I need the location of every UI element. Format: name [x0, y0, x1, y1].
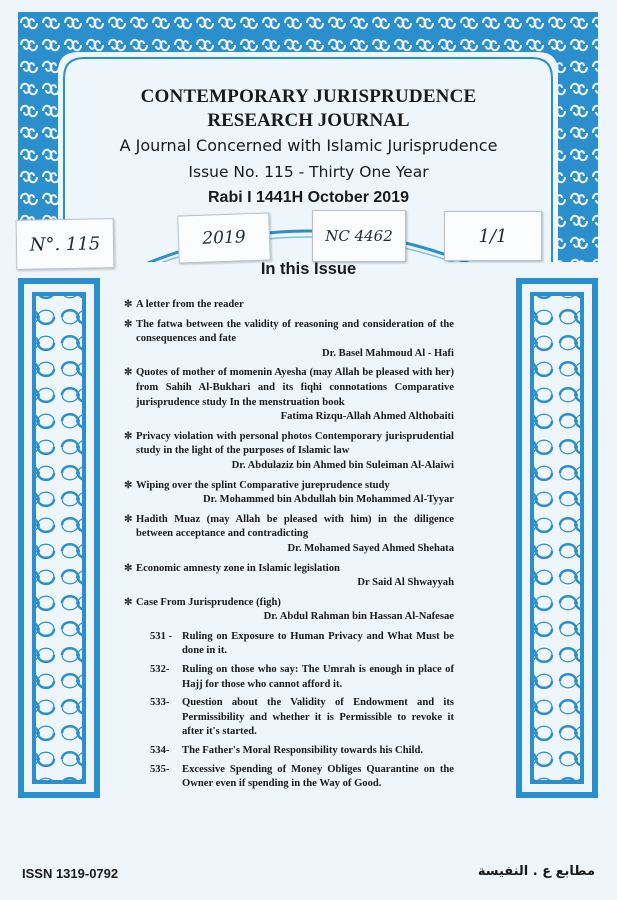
asterisk-icon: ✻	[124, 479, 133, 491]
case-number: 531 -	[150, 630, 173, 642]
case-number: 535-	[150, 763, 170, 775]
journal-subtitle: A Journal Concerned with Islamic Jurisprudence	[119, 136, 498, 155]
toc-entry	[124, 298, 454, 313]
case-item	[150, 763, 454, 792]
asterisk-icon: ✻	[124, 367, 133, 379]
issue-line: Issue No. 115 - Thirty One Year	[188, 163, 429, 181]
toc-author: Dr. Abdulaziz bin Ahmed bin Suleiman Al-Alaiwi	[231, 459, 454, 471]
asterisk-icon: ✻	[124, 299, 133, 310]
toc-author: Dr. Basel Mahmoud Al - Hafi	[321, 347, 454, 359]
toc-author: Dr. Abdul Rahman bin Hassan Al-Nafesae	[263, 611, 454, 623]
case-number: 533-	[150, 697, 170, 709]
case-text: The Father's Moral Responsibility towards his Child.	[182, 745, 424, 757]
toc-entry	[124, 318, 454, 362]
case-text: Excessive Spending of Money Obliges Quarantine on the Owner even if spending in the Way of Good.	[182, 763, 454, 790]
section-heading: In this Issue	[260, 260, 357, 278]
toc-author: Dr. Mohamed Sayed Ahmed Shehata	[287, 542, 454, 554]
toc-entry	[124, 513, 454, 557]
case-item	[150, 696, 454, 740]
journal-title-line2: RESEARCH JOURNAL	[207, 110, 410, 131]
toc-entry	[124, 562, 454, 591]
issue-number-label: N°. 115	[16, 218, 115, 270]
case-number: 532-	[150, 664, 170, 676]
toc-title: Hadith Muaz (may Allah be pleased with him) in the diligence between acceptance and contradicting	[136, 513, 454, 540]
toc-entry	[124, 430, 454, 474]
case-item	[150, 663, 454, 692]
catalog-label: NC 4462	[312, 210, 406, 262]
toc-title: Wiping over the splint Comparative jureprudence study	[136, 479, 390, 491]
toc-title: The fatwa between the validity of reasoning and consideration of the consequences and fate	[136, 318, 454, 345]
volume-label: 1/1	[444, 211, 542, 261]
toc-title: Economic amnesty zone in Islamic legislation	[136, 562, 340, 574]
case-item	[150, 630, 454, 659]
toc-title: A letter from the reader	[136, 299, 244, 310]
toc-entry	[124, 479, 454, 508]
toc-title: Privacy violation with personal photos Contemporary jurisprudential study in the light of the purposes of Islamic law	[136, 430, 454, 457]
case-text: Question about the Validity of Endowment and its Permissibility and whether it is Permissible to revoke it after it's started.	[182, 697, 454, 738]
toc-entry	[124, 596, 454, 625]
case-text: Ruling on Exposure to Human Privacy and What Must be done in it.	[182, 630, 454, 657]
toc-title: Case From Jurisprudence (figh)	[136, 596, 281, 608]
toc-author: Dr. Mohammed bin Abdullah bin Mohammed Al-Tyyar	[202, 494, 454, 506]
case-text: Ruling on those who say: The Umrah is enough in place of Hajj for those who cannot afford it.	[182, 664, 454, 690]
case-number: 534-	[150, 745, 170, 757]
asterisk-icon: ✻	[124, 430, 133, 442]
toc-title: Quotes of mother of momenin Ayesha (may Allah be pleased with her) from Sahih Al-Bukhari and its fiqhi connotations Comparative jurisprudence study In the menstruation book	[136, 367, 454, 408]
table-of-contents	[124, 298, 454, 796]
left-ornament-column	[18, 278, 100, 798]
year-label: 2019	[177, 212, 271, 263]
right-ornament-column	[516, 278, 598, 798]
issn: ISSN 1319-0792	[22, 866, 119, 881]
asterisk-icon: ✻	[124, 318, 133, 330]
asterisk-icon: ✻	[124, 562, 133, 574]
toc-author: Fatima Rizqu-Allah Ahmed Althobaiti	[280, 411, 454, 423]
date-line: Rabi I 1441H October 2019	[208, 189, 409, 206]
toc-entry	[124, 366, 454, 424]
asterisk-icon: ✻	[124, 513, 133, 525]
asterisk-icon: ✻	[124, 596, 133, 608]
printer-name: مطابع ع . النفيسة	[477, 864, 595, 879]
case-item	[150, 744, 454, 759]
journal-title-line1: CONTEMPORARY JURISPRUDENCE	[140, 86, 477, 107]
toc-author: Dr Said Al Shwayyah	[357, 577, 454, 589]
